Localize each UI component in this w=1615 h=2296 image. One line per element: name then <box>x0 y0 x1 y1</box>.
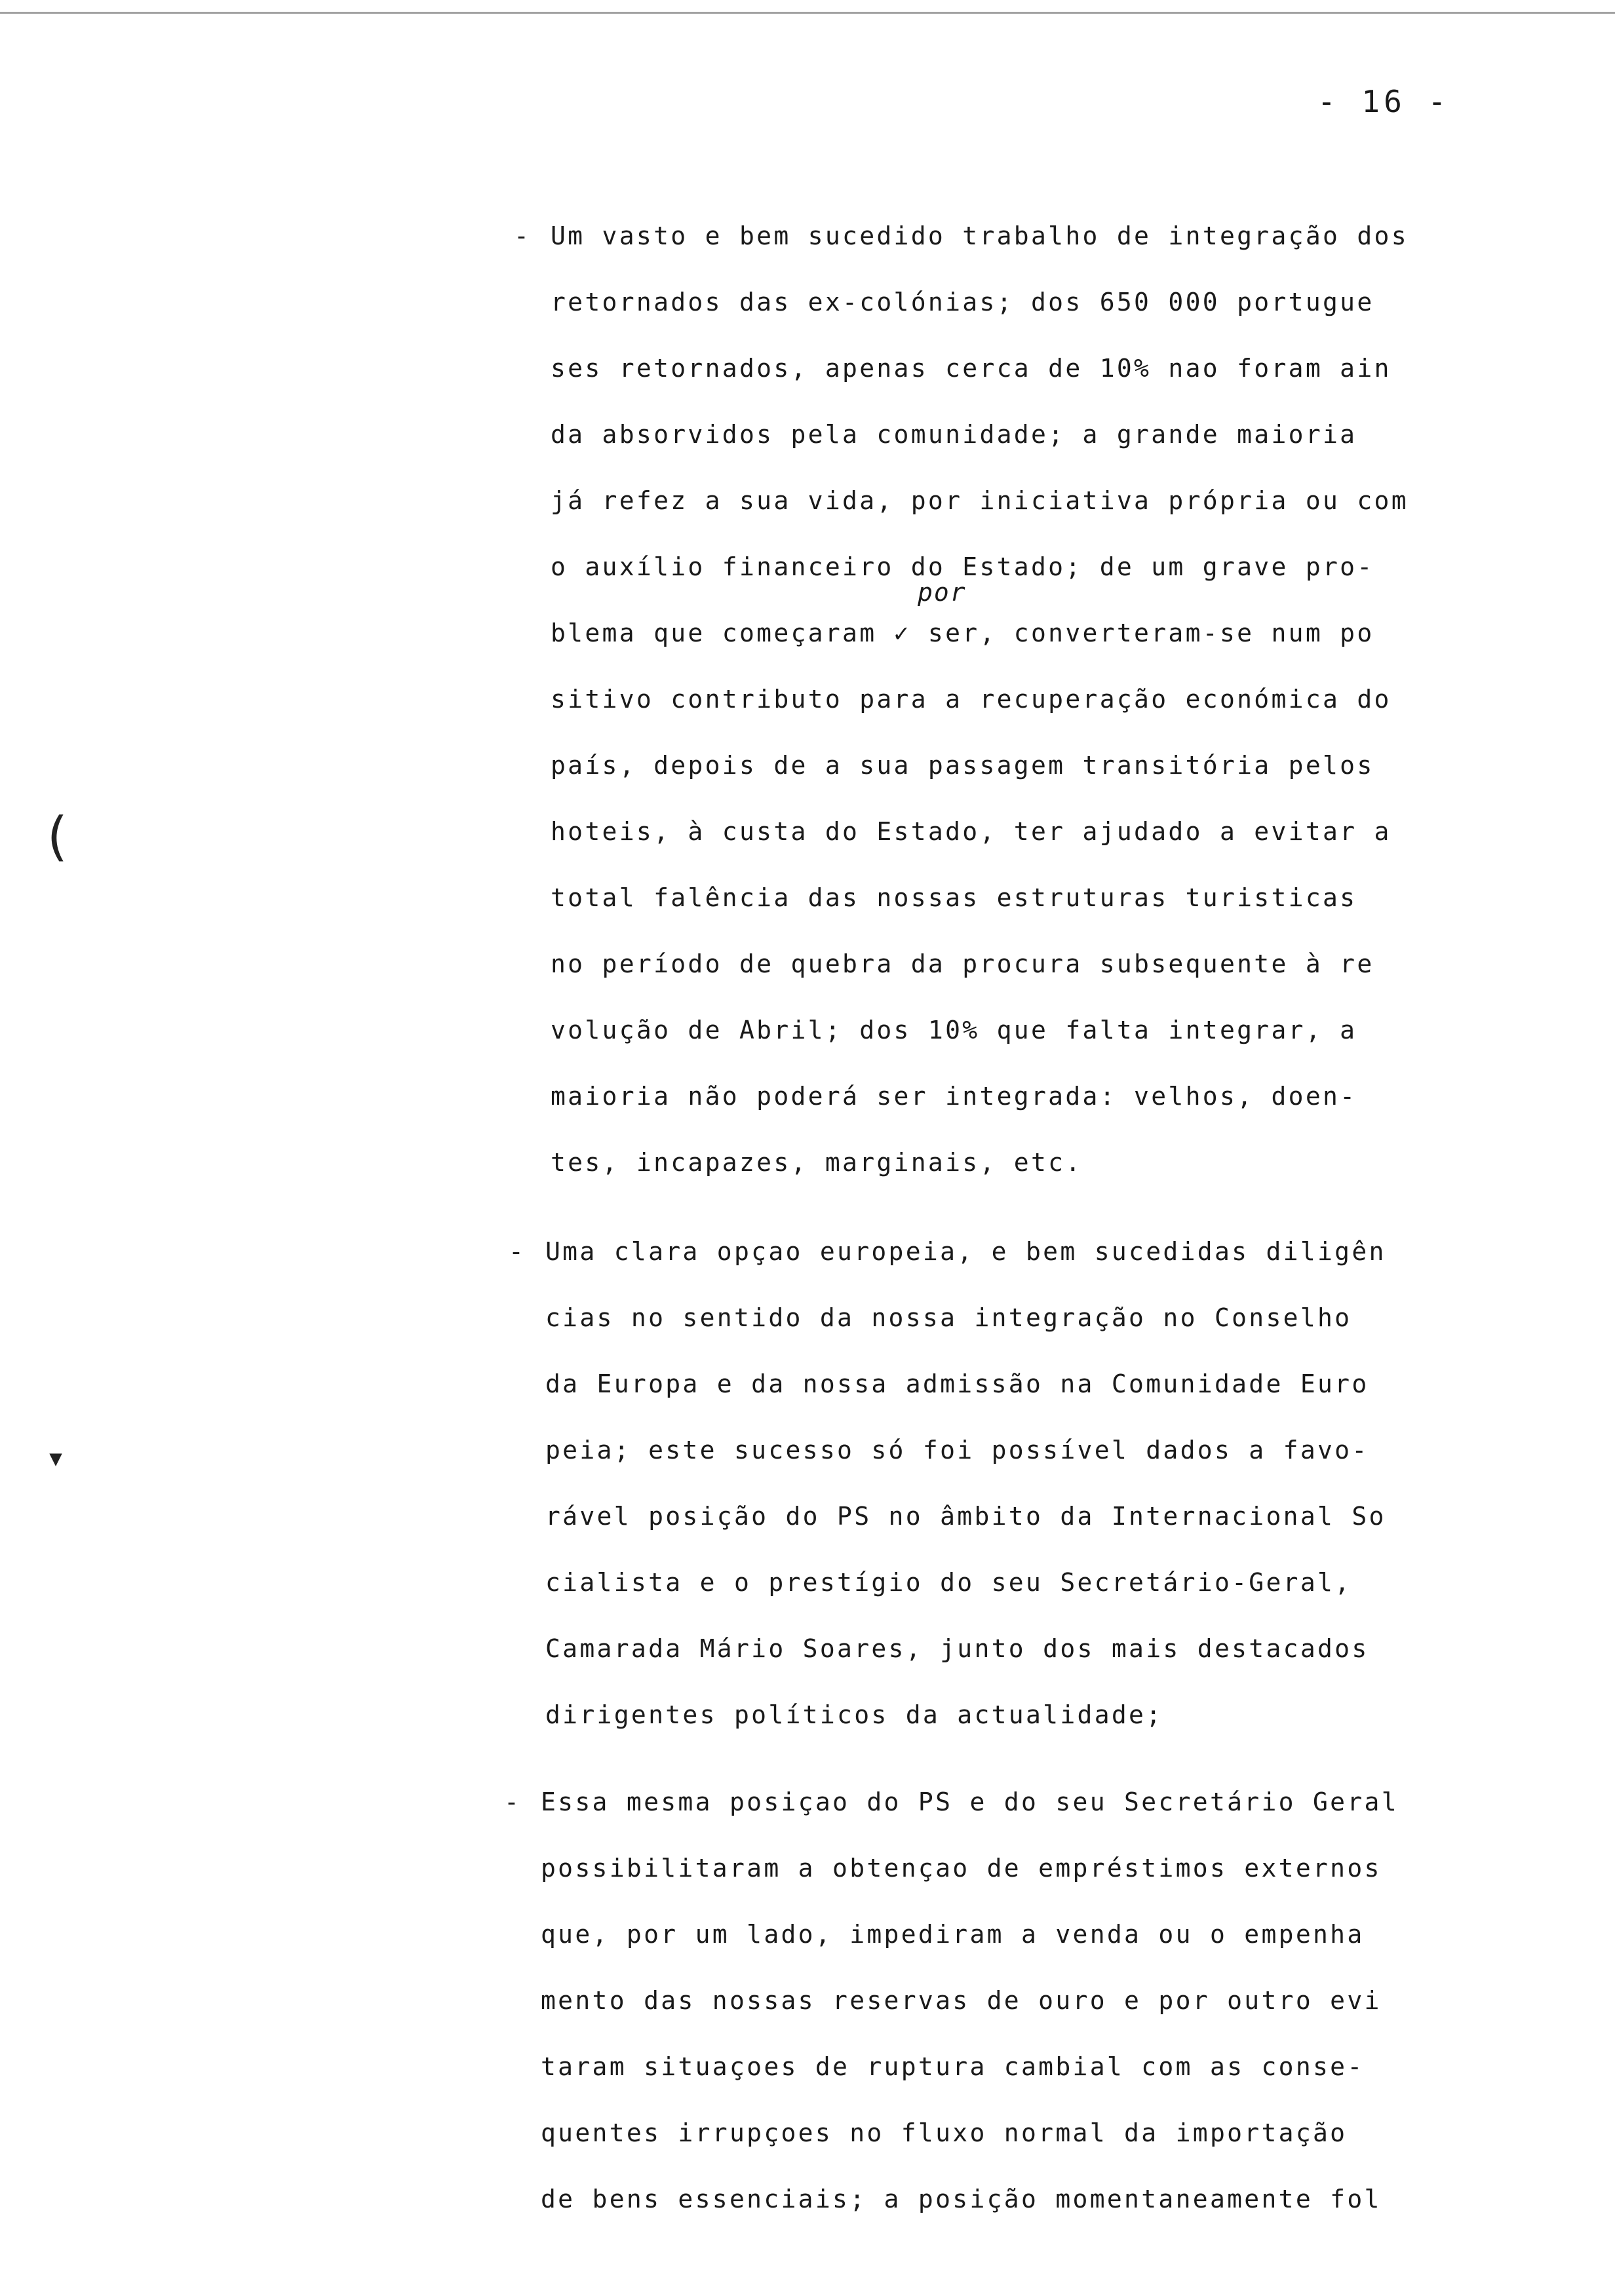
text-line: Camarada Mário Soares, junto dos mais destacados <box>545 1634 1369 1663</box>
page-number: - 16 - <box>1317 84 1450 119</box>
text-line: que, por um lado, impediram a venda ou o empenha <box>541 1920 1365 1949</box>
margin-hook-mark: ( <box>41 806 73 867</box>
text-line: taram situaçoes de ruptura cambial com as conse- <box>541 2052 1365 2081</box>
bullet-paragraph-1 <box>514 203 1409 1196</box>
top-edge-rule <box>0 12 1615 14</box>
text-line: da Europa e da nossa admissão na Comunidade Euro <box>545 1369 1369 1398</box>
text-line: cialista e o prestígio do seu Secretário-Geral, <box>545 1568 1352 1597</box>
text-line: quentes irrupçoes no fluxo normal da importação <box>541 2118 1348 2147</box>
margin-tick-mark: ▾ <box>46 1438 66 1476</box>
text-line: total falência das nossas estruturas turisticas <box>551 883 1357 912</box>
text-line: no período de quebra da procura subsequente à re <box>551 949 1374 978</box>
text-line: Essa mesma posiçao do PS e do seu Secretário Geral <box>541 1788 1399 1816</box>
text-line: país, depois de a sua passagem transitória pelos <box>551 751 1374 780</box>
text-line: rável posição do PS no âmbito da Internacional So <box>545 1502 1386 1531</box>
bullet-paragraph-3 <box>504 1769 1399 2232</box>
text-line: possibilitaram a obtençao de empréstimos externos <box>541 1854 1382 1883</box>
text-line: blema que começaram ✓ ser, converteram-se num po <box>551 619 1374 647</box>
text-line: de bens essenciais; a posição momentaneamente fol <box>541 2185 1382 2213</box>
bullet-dash: - <box>504 1788 522 1816</box>
text-line: já refez a sua vida, por iniciativa própria ou com <box>551 486 1409 515</box>
bullet-dash: - <box>514 221 532 250</box>
text-line: peia; este sucesso só foi possível dados a favo- <box>545 1436 1369 1464</box>
text-line: o auxílio financeiro do Estado; de um grave pro- <box>551 552 1374 581</box>
text-line: maioria não poderá ser integrada: velhos, doen- <box>551 1082 1357 1111</box>
text-line: volução de Abril; dos 10% que falta integrar, a <box>551 1016 1357 1044</box>
text-line: dirigentes políticos da actualidade; <box>545 1700 1163 1729</box>
handwritten-insertion: por <box>918 578 967 607</box>
text-line: tes, incapazes, marginais, etc. <box>551 1148 1083 1177</box>
text-line: retornados das ex-colónias; dos 650 000 portugue <box>551 288 1374 316</box>
bullet-paragraph-2 <box>509 1219 1386 1748</box>
text-line: Um vasto e bem sucedido trabalho de integração dos <box>551 221 1409 250</box>
bullet-dash: - <box>509 1237 526 1266</box>
text-line: ses retornados, apenas cerca de 10% nao foram ain <box>551 354 1391 383</box>
text-line: sitivo contributo para a recuperação económica do <box>551 685 1391 714</box>
text-line: Uma clara opçao europeia, e bem sucedidas diligên <box>545 1237 1386 1266</box>
text-line: mento das nossas reservas de ouro e por outro evi <box>541 1986 1382 2015</box>
text-line: da absorvidos pela comunidade; a grande maioria <box>551 420 1357 449</box>
text-line: hoteis, à custa do Estado, ter ajudado a evitar a <box>551 817 1391 846</box>
text-line: cias no sentido da nossa integração no Conselho <box>545 1303 1352 1332</box>
